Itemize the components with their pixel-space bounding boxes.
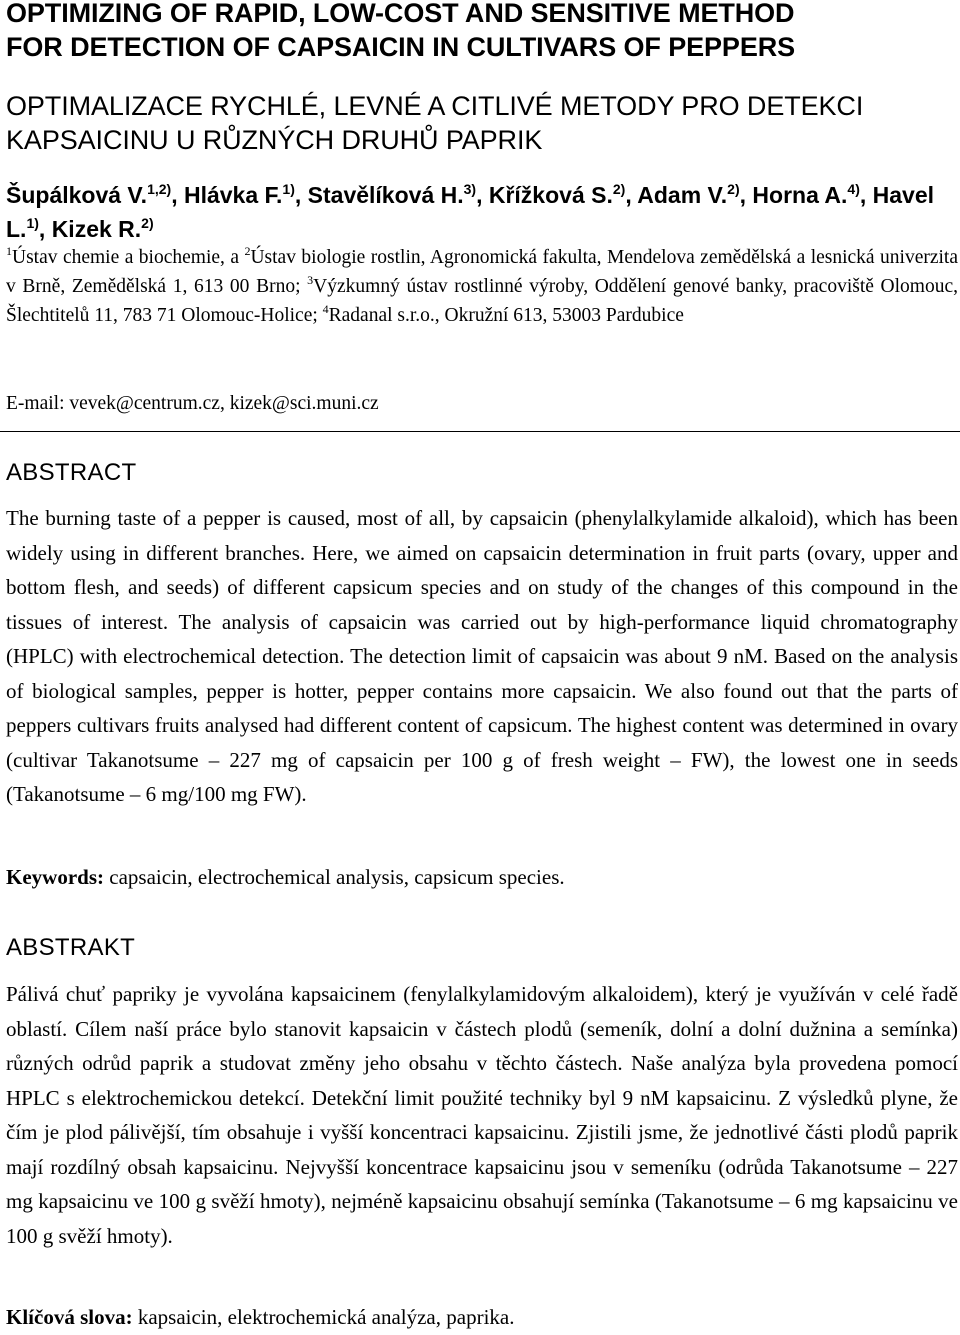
author-name: Horna A. xyxy=(752,182,848,208)
author-name: Křížková S. xyxy=(488,182,613,208)
author-separator: , xyxy=(625,182,638,208)
author-list xyxy=(6,178,956,246)
affiliation-text: Ústav chemie a biochemie, a xyxy=(12,247,245,268)
abstrakt-heading: ABSTRAKT xyxy=(6,934,136,961)
author-separator: , xyxy=(294,182,308,208)
affiliation-number: 1 xyxy=(6,244,12,258)
author-affiliation-mark: 1) xyxy=(282,181,295,197)
author-name: Kizek R. xyxy=(51,216,142,242)
author-name: Stavělíková H. xyxy=(307,182,464,208)
klicova-slova-label: Klíčová slova: xyxy=(6,1305,133,1329)
affiliation-number: 3 xyxy=(307,273,314,287)
author-affiliation-mark: 2) xyxy=(141,215,154,231)
affiliation-number: 4 xyxy=(322,302,329,316)
author-name: Havel L. xyxy=(6,182,935,242)
author-separator: , xyxy=(38,216,52,242)
author-name: Hlávka F. xyxy=(183,182,283,208)
czech-title-line-1: OPTIMALIZACE RYCHLÉ, LEVNÉ A CITLIVÉ METODY PRO DETEKCI xyxy=(6,91,864,121)
affiliation-text: Radanal s.r.o., Okružní 613, 53003 Pardubice xyxy=(328,305,684,326)
email-line: E-mail: vevek@centrum.cz, kizek@sci.muni.cz xyxy=(6,393,379,414)
author-affiliation-mark: 4) xyxy=(847,181,860,197)
author-affiliation-mark: 2) xyxy=(727,181,740,197)
author-separator: , xyxy=(171,182,184,208)
affiliations xyxy=(6,243,958,330)
author-affiliation-mark: 1) xyxy=(26,215,39,231)
abstract-heading: ABSTRACT xyxy=(6,459,137,486)
keywords-label: Keywords: xyxy=(6,865,104,889)
author-affiliation-mark: 3) xyxy=(463,181,477,197)
abstrakt-text: Pálivá chuť papriky je vyvolána kapsaicinem (fenylalkylamidovým alkaloidem), který je využíván v celé řadě oblastí. Cílem naší práce bylo stanovit kapsaicin v částech plodů (semeník, dolní a dolní dužnina a semínka) různých odrůd paprik a studovat změny jeho obsahu v těchto částech. Naše analýza byla provedena pomocí HPLC s elektrochemickou detekcí. Detekční limit použité techniky byl 9 nM kapsaicinu. Z výsledků plyne, že čím je plod pálivější, tím obsahuje i vyšší koncentraci kapsaicinu. Zjistili jsme, že jednotlivé části plodů paprik mají rozdílný obsah kapsaicinu. Nejvyšší koncentrace kapsaicinu jsou v semeníku (odrůda Takanotsume – 227 mg kapsaicinu ve 100 g svěží hmoty), nejméně kapsaicinu obsahují semínka (Takanotsume – 6 mg kapsaicinu ve 100 g svěží hmoty). xyxy=(6,982,958,1248)
author-affiliation-mark: 1,2) xyxy=(147,181,172,197)
author-separator: , xyxy=(859,182,873,208)
abstract-text: The burning taste of a pepper is caused, most of all, by capsaicin (phenylalkylamide alkaloid), which has been widely using in different branches. Here, we aimed on capsaicin determination in fruit parts (ovary, upper and bottom flesh, and seeds) of different capsicum species and on study of the changes of this compound in the tissues of interest. The analysis of capsaicin was carried out by high-performance liquid chromatography (HPLC) with electrochemical detection. The detection limit of capsaicin was about 9 nM. Based on the analysis of biological samples, pepper is hotter, pepper contains more capsaicin. We also found out that the parts of peppers cultivars fruits analysed had different content of capsicum. The highest content was determined in ovary (cultivar Takanotsume – 227 mg of capsaicin per 100 g of fresh weight – FW), the lowest one in seeds (Takanotsume – 6 mg/100 mg FW). xyxy=(6,506,958,806)
english-title-line-2: FOR DETECTION OF CAPSAICIN IN CULTIVARS OF PEPPERS xyxy=(6,32,796,62)
section-divider xyxy=(0,431,960,432)
keywords-line xyxy=(6,862,958,892)
affiliation-number: 2 xyxy=(244,244,251,258)
klicova-slova-line xyxy=(6,1302,958,1332)
author-separator: , xyxy=(739,182,753,208)
english-title-line-1: OPTIMIZING OF RAPID, LOW-COST AND SENSITIVE METHOD xyxy=(6,0,795,28)
author-affiliation-mark: 2) xyxy=(612,181,626,197)
czech-title xyxy=(6,89,956,157)
keywords-text: capsaicin, electrochemical analysis, capsicum species. xyxy=(104,865,565,889)
author-name: Adam V. xyxy=(637,182,728,208)
klicova-slova-text: kapsaicin, elektrochemická analýza, paprika. xyxy=(132,1305,515,1329)
affiliation-text: Výzkumný ústav rostlinné výroby, Oddělení genové banky, pracoviště Olomouc, Šlechtitelů 11, 783 71 Olomouc-Holice; xyxy=(6,276,959,326)
author-separator: , xyxy=(476,182,489,208)
author-name: Šupálková V. xyxy=(6,182,148,208)
czech-title-line-2: KAPSAICINU U RŮZNÝCH DRUHŮ PAPRIK xyxy=(6,125,543,155)
english-title xyxy=(6,0,956,64)
affiliation-text: Ústav biologie rostlin, Agronomická fakulta, Mendelova zemědělská a lesnická univerzita v Brně, Zemědělská 1, 613 00 Brno; xyxy=(6,247,958,297)
